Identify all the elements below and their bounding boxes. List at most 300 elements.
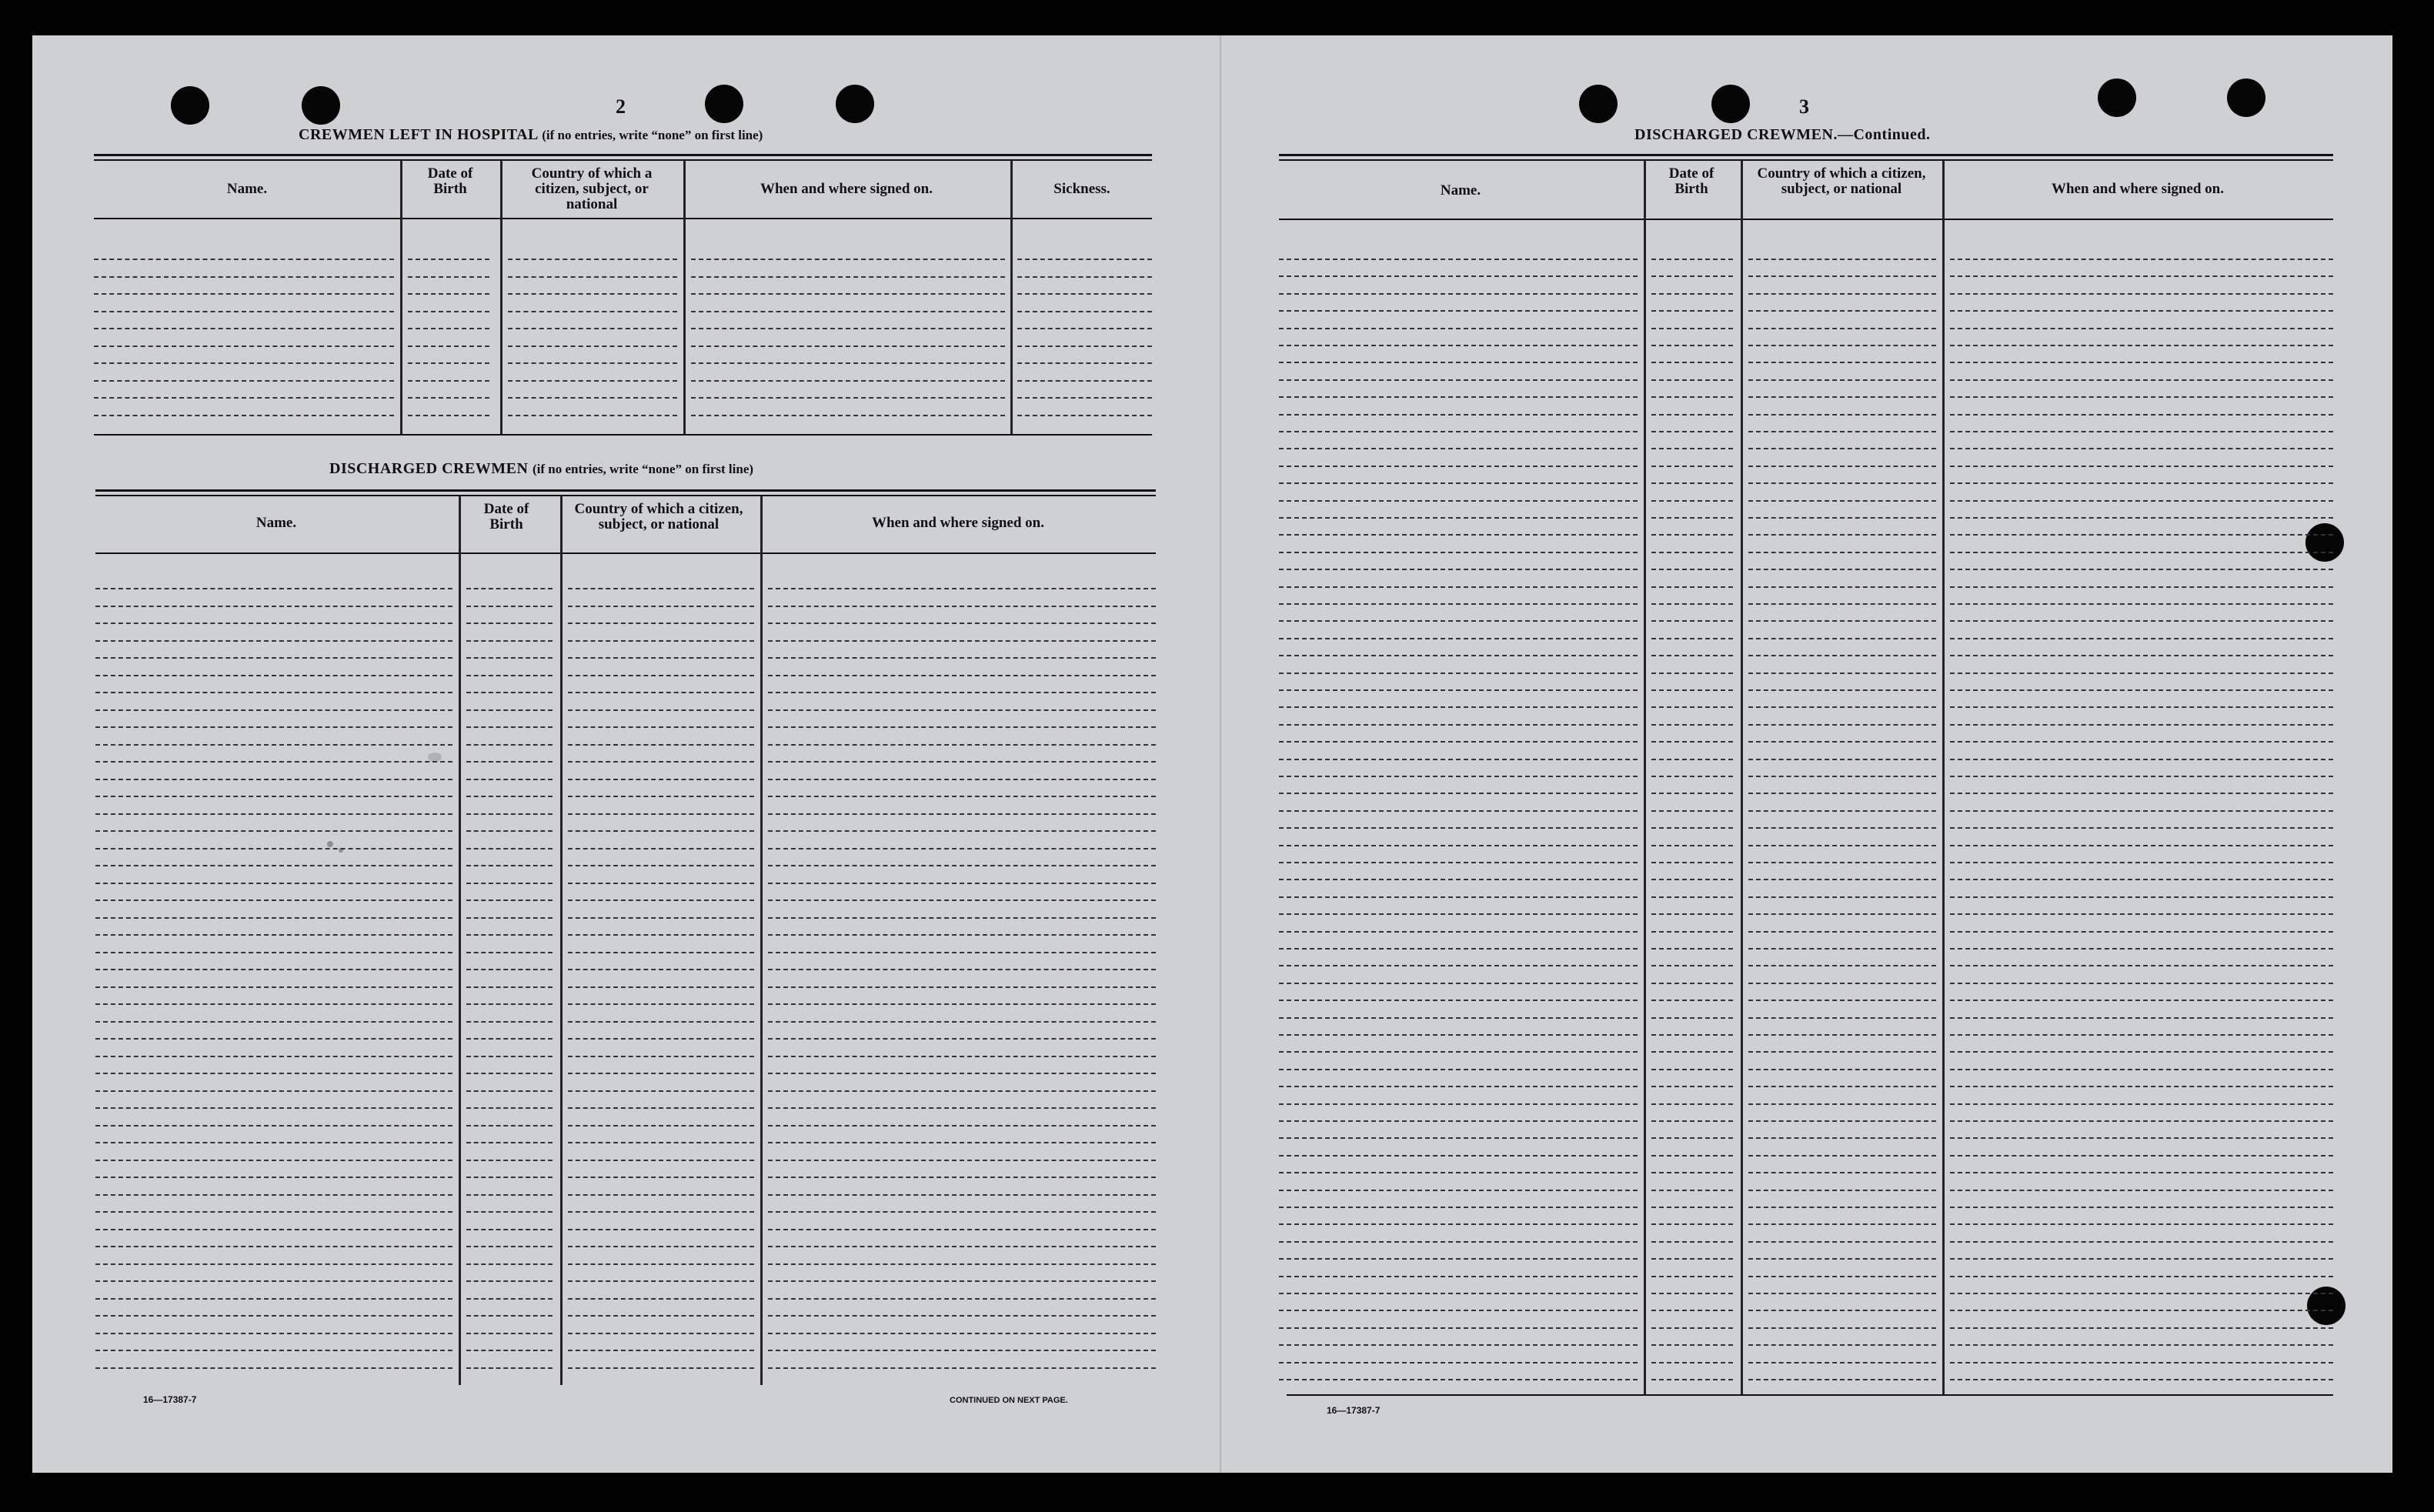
- ruled-line: [568, 1194, 754, 1196]
- ruled-line: [508, 345, 677, 347]
- ruled-line: [768, 1280, 1156, 1282]
- ruled-line: [568, 796, 754, 797]
- ruled-line: [1651, 569, 1733, 570]
- ruled-line: [691, 362, 1005, 364]
- ruled-line: [1950, 328, 2333, 329]
- ruled-line: [768, 675, 1156, 676]
- ruled-line: [1950, 275, 2333, 277]
- ruled-line: [408, 276, 489, 278]
- ruled-line: [1279, 431, 1638, 432]
- ruled-line: [508, 311, 677, 312]
- ruled-line: [768, 588, 1156, 589]
- ruled-line: [1279, 310, 1638, 312]
- ruled-line: [1950, 586, 2333, 588]
- ruled-line: [768, 1333, 1156, 1334]
- ruled-line: [768, 934, 1156, 936]
- ruled-line: [1279, 1034, 1638, 1036]
- ruled-line: [1651, 1137, 1733, 1139]
- ruled-line: [1651, 1310, 1733, 1311]
- ruled-line: [1279, 328, 1638, 329]
- ruled-line: [1748, 259, 1936, 260]
- ruled-line: [1279, 448, 1638, 449]
- ruled-line: [1950, 500, 2333, 502]
- ruled-line: [1748, 1344, 1936, 1346]
- ruled-line: [568, 1090, 754, 1092]
- ruled-line: [568, 1333, 754, 1334]
- ruled-line: [1651, 759, 1733, 760]
- ruled-line: [466, 1229, 553, 1230]
- ruled-line: [1950, 1069, 2333, 1070]
- ruled-line: [568, 934, 754, 936]
- ruled-line: [1748, 603, 1936, 605]
- ruled-line: [466, 813, 553, 815]
- ruled-line: [466, 1021, 553, 1023]
- ruled-line: [568, 969, 754, 970]
- ruled-line: [508, 397, 677, 399]
- ruled-line: [1950, 1223, 2333, 1225]
- ruled-line: [1651, 310, 1733, 312]
- ruled-line: [768, 726, 1156, 728]
- ruled-line: [568, 1107, 754, 1109]
- section-title: [329, 460, 753, 478]
- ruled-line: [1279, 345, 1638, 346]
- ruled-line: [1748, 845, 1936, 846]
- ruled-line: [466, 1177, 553, 1178]
- ruled-line: [1748, 569, 1936, 570]
- ruled-line: [768, 1107, 1156, 1109]
- ruled-line: [1651, 1276, 1733, 1277]
- ruled-line: [1950, 620, 2333, 622]
- ruled-line: [95, 622, 452, 624]
- ruled-line: [1748, 362, 1936, 363]
- ruled-line: [1279, 466, 1638, 467]
- ruled-line: [1748, 1379, 1936, 1380]
- ruled-line: [1748, 1310, 1936, 1311]
- ruled-line: [1748, 552, 1936, 553]
- ruled-line: [568, 675, 754, 676]
- ruled-line: [466, 1073, 553, 1074]
- ruled-line: [1748, 293, 1936, 295]
- ruled-line: [768, 1298, 1156, 1300]
- ruled-line: [1017, 276, 1152, 278]
- ruled-line: [1279, 1086, 1638, 1087]
- ruled-line: [1651, 793, 1733, 794]
- ruled-line: [95, 1107, 452, 1109]
- ruled-line: [1279, 1310, 1638, 1311]
- ruled-line: [466, 761, 553, 763]
- ruled-line: [768, 622, 1156, 624]
- ruled-line: [1950, 845, 2333, 846]
- ruled-line: [568, 917, 754, 919]
- ruled-line: [1651, 379, 1733, 381]
- column-header-birth: Date of Birth: [427, 165, 473, 197]
- ruled-line: [466, 1350, 553, 1351]
- ruled-line: [568, 606, 754, 607]
- ruled-line: [1748, 379, 1936, 381]
- ruled-line: [1651, 724, 1733, 726]
- ruled-line: [768, 813, 1156, 815]
- column-header-name: Name.: [226, 181, 268, 197]
- ruled-line: [1651, 1017, 1733, 1019]
- ruled-line: [466, 796, 553, 797]
- ruled-line: [1950, 1327, 2333, 1329]
- ruled-line: [768, 761, 1156, 763]
- column-header-signed-on: When and where signed on.: [2051, 181, 2224, 197]
- ruled-line: [1748, 1120, 1936, 1122]
- ruled-line: [466, 883, 553, 884]
- ruled-line: [1651, 1293, 1733, 1294]
- ruled-line: [1950, 259, 2333, 260]
- ruled-line: [1279, 706, 1638, 708]
- ruled-line: [568, 1263, 754, 1265]
- ruled-line: [1279, 845, 1638, 846]
- ruled-line: [1651, 1362, 1733, 1363]
- ruled-line: [408, 328, 489, 329]
- ruled-line: [466, 606, 553, 607]
- column-header-country: Country of which a citizen, subject, or national: [574, 501, 743, 532]
- ruled-line: [1950, 1379, 2333, 1380]
- ruled-line: [768, 917, 1156, 919]
- ruled-line: [1748, 620, 1936, 622]
- ruled-line: [1950, 448, 2333, 449]
- ruled-line: [95, 1194, 452, 1196]
- ruled-line: [1651, 741, 1733, 743]
- ruled-line: [1651, 414, 1733, 416]
- ruled-line: [1950, 983, 2333, 984]
- ruled-line: [466, 1090, 553, 1092]
- ruled-line: [1950, 534, 2333, 536]
- ruled-line: [95, 1177, 452, 1178]
- ruled-line: [1748, 638, 1936, 639]
- ruled-line: [95, 1003, 452, 1005]
- ruled-line: [466, 1003, 553, 1005]
- ruled-line: [1950, 948, 2333, 950]
- ruled-line: [1651, 534, 1733, 536]
- ruled-line: [1279, 500, 1638, 502]
- page-number: 2: [616, 95, 626, 118]
- ruled-line: [1950, 431, 2333, 432]
- ruled-line: [1279, 1276, 1638, 1277]
- ruled-line: [768, 848, 1156, 849]
- ruled-line: [1651, 1069, 1733, 1070]
- ruled-line: [466, 726, 553, 728]
- ruled-line: [508, 415, 677, 416]
- ruled-line: [1748, 345, 1936, 346]
- binder-hole: [302, 86, 340, 125]
- ruled-line: [1748, 776, 1936, 777]
- ruled-line: [1748, 482, 1936, 484]
- ruled-line: [1950, 793, 2333, 794]
- ruled-line: [466, 709, 553, 711]
- ruled-line: [1748, 414, 1936, 416]
- ruled-line: [568, 986, 754, 988]
- ruled-line: [568, 761, 754, 763]
- ruled-line: [1950, 1344, 2333, 1346]
- ruled-line: [95, 796, 452, 797]
- ruled-line: [768, 744, 1156, 746]
- ruled-line: [1651, 862, 1733, 863]
- ruled-line: [1279, 913, 1638, 915]
- column-header-name: Name.: [1440, 182, 1481, 199]
- ruled-line: [466, 1194, 553, 1196]
- ruled-line: [1950, 776, 2333, 777]
- ruled-line: [1017, 293, 1152, 295]
- ruled-line: [1279, 1069, 1638, 1070]
- ruled-line: [1950, 931, 2333, 933]
- ruled-line: [1279, 1120, 1638, 1122]
- ruled-line: [1950, 1103, 2333, 1105]
- ruled-line: [691, 397, 1005, 399]
- ruled-line: [1651, 431, 1733, 432]
- ruled-line: [1748, 1327, 1936, 1329]
- ruled-line: [95, 900, 452, 901]
- ruled-line: [1279, 620, 1638, 622]
- ruled-line: [1279, 1327, 1638, 1329]
- ruled-line: [408, 293, 489, 295]
- ruled-line: [768, 969, 1156, 970]
- ruled-line: [1651, 913, 1733, 915]
- ruled-line: [568, 1038, 754, 1040]
- ruled-line: [1748, 1293, 1936, 1294]
- ruled-line: [466, 917, 553, 919]
- ruled-line: [1950, 706, 2333, 708]
- ruled-line: [95, 1246, 452, 1247]
- ruled-line: [94, 380, 394, 382]
- ruled-line: [466, 830, 553, 832]
- ruled-line: [1651, 983, 1733, 984]
- ruled-line: [691, 380, 1005, 382]
- ruled-line: [768, 779, 1156, 780]
- ruled-line: [466, 848, 553, 849]
- ruled-line: [1651, 517, 1733, 519]
- ruled-line: [691, 276, 1005, 278]
- ruled-line: [466, 657, 553, 659]
- ruled-line: [1950, 517, 2333, 519]
- ruled-line: [1748, 1190, 1936, 1191]
- ruled-line: [1279, 293, 1638, 295]
- ruled-line: [1651, 1155, 1733, 1157]
- ruled-line: [1017, 259, 1152, 260]
- ruled-line: [95, 1211, 452, 1213]
- ruled-line: [768, 1038, 1156, 1040]
- ruled-line: [95, 1073, 452, 1074]
- ruled-line: [1651, 1190, 1733, 1191]
- binder-hole: [705, 85, 743, 123]
- ruled-line: [1017, 311, 1152, 312]
- ruled-line: [691, 345, 1005, 347]
- ruled-line: [95, 952, 452, 953]
- ruled-line: [466, 1211, 553, 1213]
- ruled-line: [1651, 293, 1733, 295]
- ruled-line: [768, 1142, 1156, 1143]
- ruled-line: [1748, 689, 1936, 691]
- ruled-line: [95, 986, 452, 988]
- ruled-line: [568, 1298, 754, 1300]
- ruled-line: [1748, 810, 1936, 812]
- ruled-line: [1748, 328, 1936, 329]
- ruled-line: [768, 1073, 1156, 1074]
- ruled-line: [1279, 1172, 1638, 1173]
- ruled-line: [1748, 1258, 1936, 1260]
- binder-hole: [171, 86, 209, 125]
- ruled-line: [95, 1263, 452, 1265]
- discharged-title: DISCHARGED CREWMEN: [329, 460, 529, 477]
- ruled-line: [1651, 396, 1733, 398]
- ruled-line: [1748, 655, 1936, 656]
- ruled-line: [95, 848, 452, 849]
- ruled-line: [508, 380, 677, 382]
- ruled-line: [1950, 293, 2333, 295]
- binder-hole: [1579, 85, 1618, 123]
- ruled-line: [1651, 275, 1733, 277]
- ruled-line: [1279, 827, 1638, 829]
- binder-hole: [2305, 523, 2344, 562]
- ruled-line: [1748, 448, 1936, 449]
- ruled-line: [568, 830, 754, 832]
- ruled-line: [1950, 569, 2333, 570]
- ruled-line: [1651, 655, 1733, 656]
- ruled-line: [1950, 965, 2333, 966]
- continued-note: CONTINUED ON NEXT PAGE.: [950, 1396, 1068, 1405]
- ruled-line: [768, 1246, 1156, 1247]
- ruled-line: [1748, 1086, 1936, 1087]
- ruled-line: [1651, 827, 1733, 829]
- ruled-line: [1651, 620, 1733, 622]
- ruled-line: [95, 1056, 452, 1057]
- ruled-line: [466, 934, 553, 936]
- ruled-line: [768, 640, 1156, 642]
- ruled-line: [568, 588, 754, 589]
- ruled-line: [1279, 1379, 1638, 1380]
- ruled-line: [1950, 414, 2333, 416]
- ruled-line: [768, 1125, 1156, 1126]
- ruled-line: [768, 1315, 1156, 1317]
- ruled-line: [94, 259, 394, 260]
- ruled-line: [1748, 517, 1936, 519]
- ruled-line: [568, 1125, 754, 1126]
- ruled-line: [1748, 310, 1936, 312]
- ruled-line: [1279, 586, 1638, 588]
- ruled-line: [568, 1160, 754, 1161]
- ruled-line: [1748, 724, 1936, 726]
- hospital-title: CREWMEN LEFT IN HOSPITAL: [299, 126, 538, 143]
- ruled-line: [1950, 1258, 2333, 1260]
- ruled-line: [1279, 275, 1638, 277]
- ruled-line: [1279, 396, 1638, 398]
- ruled-line: [95, 692, 452, 693]
- page-fold: [1220, 35, 1221, 1473]
- ruled-line: [466, 1160, 553, 1161]
- column-header-birth: Date of Birth: [1668, 165, 1714, 197]
- ruled-line: [1279, 741, 1638, 743]
- ruled-line: [408, 362, 489, 364]
- ruled-line: [568, 1073, 754, 1074]
- ruled-line: [1651, 673, 1733, 674]
- ruled-line: [1279, 362, 1638, 363]
- ruled-line: [1950, 1086, 2333, 1087]
- ruled-line: [568, 1350, 754, 1351]
- ruled-line: [1651, 259, 1733, 260]
- ruled-line: [95, 830, 452, 832]
- ruled-line: [1651, 1000, 1733, 1001]
- ruled-line: [768, 1211, 1156, 1213]
- ruled-line: [1748, 827, 1936, 829]
- ruled-line: [508, 328, 677, 329]
- column-header-signed-on: When and where signed on.: [871, 515, 1044, 531]
- ruled-line: [568, 1280, 754, 1282]
- ruled-line: [1950, 879, 2333, 880]
- ruled-line: [95, 709, 452, 711]
- ruled-line: [568, 883, 754, 884]
- column-header-signed-on: When and where signed on.: [760, 181, 933, 197]
- ruled-line: [1748, 862, 1936, 863]
- ruled-line: [1950, 310, 2333, 312]
- ruled-line: [1651, 552, 1733, 553]
- ruled-line: [1651, 466, 1733, 467]
- ruled-line: [1279, 896, 1638, 898]
- ruled-line: [1651, 931, 1733, 933]
- ruled-line: [1748, 913, 1936, 915]
- ruled-line: [1651, 706, 1733, 708]
- ruled-line: [95, 779, 452, 780]
- ruled-line: [95, 675, 452, 676]
- ruled-line: [1950, 862, 2333, 863]
- ruled-line: [768, 986, 1156, 988]
- ruled-line: [466, 622, 553, 624]
- ruled-line: [1279, 1258, 1638, 1260]
- ruled-line: [1279, 931, 1638, 933]
- ruled-line: [1279, 569, 1638, 570]
- ruled-line: [1748, 1051, 1936, 1053]
- ruled-line: [95, 640, 452, 642]
- ruled-line: [1017, 345, 1152, 347]
- ruled-line: [1950, 1190, 2333, 1191]
- ruled-line: [768, 952, 1156, 953]
- ruled-line: [1748, 706, 1936, 708]
- ruled-line: [568, 709, 754, 711]
- ruled-line: [1279, 379, 1638, 381]
- ruled-line: [95, 1142, 452, 1143]
- ruled-line: [466, 1107, 553, 1109]
- ruled-line: [95, 969, 452, 970]
- ruled-line: [1950, 689, 2333, 691]
- ruled-line: [1279, 1241, 1638, 1243]
- ruled-line: [768, 865, 1156, 866]
- ruled-line: [1279, 414, 1638, 416]
- ruled-line: [1950, 1137, 2333, 1139]
- ruled-line: [1279, 673, 1638, 674]
- ruled-line: [568, 726, 754, 728]
- ruled-line: [466, 692, 553, 693]
- ruled-line: [1651, 638, 1733, 639]
- ruled-line: [1651, 1327, 1733, 1329]
- ruled-line: [1279, 965, 1638, 966]
- ruled-line: [408, 415, 489, 416]
- ruled-line: [1748, 431, 1936, 432]
- ruled-line: [568, 640, 754, 642]
- ruled-line: [568, 1229, 754, 1230]
- ruled-line: [568, 1021, 754, 1023]
- ruled-line: [508, 293, 677, 295]
- ruled-line: [1748, 759, 1936, 760]
- ruled-line: [466, 1263, 553, 1265]
- ruled-line: [1651, 500, 1733, 502]
- ruled-line: [94, 415, 394, 416]
- ruled-line: [768, 606, 1156, 607]
- ruled-line: [1950, 1276, 2333, 1277]
- ruled-line: [95, 1350, 452, 1351]
- ruled-line: [1279, 517, 1638, 519]
